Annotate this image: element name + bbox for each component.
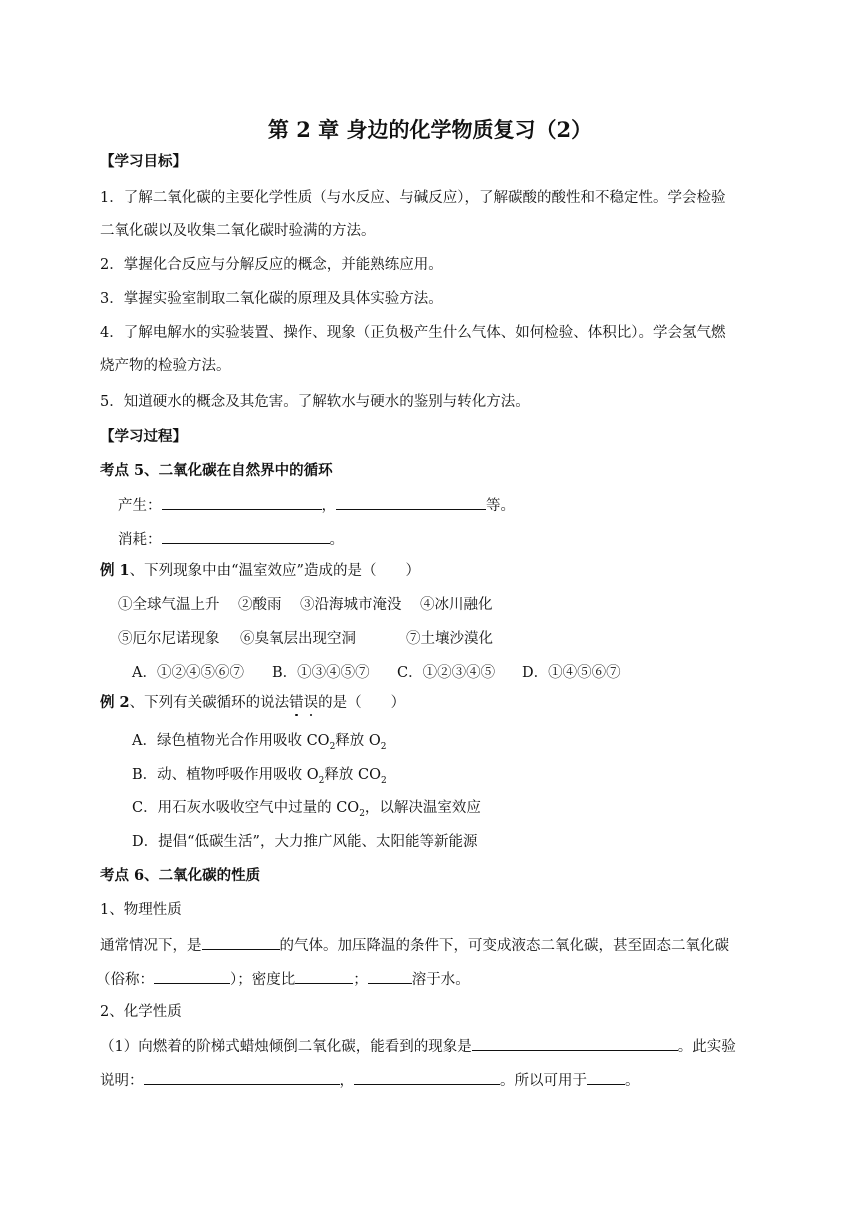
common-name-blank[interactable] xyxy=(154,968,230,984)
produce-blank-2[interactable] xyxy=(336,494,486,510)
objective-1-line-1: 1．了解二氧化碳的主要化学性质（与水反应、与碱反应），了解碳酸的酸性和不稳定性。学会检验 xyxy=(100,190,726,206)
kp5-consume-line: 消耗： 。 xyxy=(118,528,344,550)
objective-3: 3．掌握实验室制取二氧化碳的原理及具体实验方法。 xyxy=(100,291,443,307)
example-1-items-row-2: ⑤厄尔尼诺现象 ⑥臭氧层出现空洞 ⑦土壤沙漠化 xyxy=(118,631,493,647)
example-1-items-row-1: ①全球气温上升 ②酸雨 ③沿海城市淹没 ④冰川融化 xyxy=(118,597,493,613)
physical-properties-line-1: 通常情况下，是 的气体。加压降温的条件下，可变成液态二氧化碳，甚至固态二氧化碳 xyxy=(100,934,729,956)
process-header: 【学习过程】 xyxy=(100,428,187,445)
state-blank[interactable] xyxy=(202,934,280,950)
physical-properties-title: 1、物理性质 xyxy=(100,902,182,918)
conclusion-blank-1[interactable] xyxy=(144,1069,340,1085)
example-2-option-a[interactable]: A．绿色植物光合作用吸收 $CO_2$释放 $O_2$ xyxy=(132,733,387,752)
solubility-blank[interactable] xyxy=(368,968,412,984)
density-blank[interactable] xyxy=(295,968,353,984)
chemical-properties-line-2: 说明： ， 。所以可用于 。 xyxy=(100,1069,640,1091)
option-a[interactable]: A．①②④⑤⑥⑦ xyxy=(132,665,244,681)
chemical-properties-title: 2、化学性质 xyxy=(100,1004,182,1020)
option-d[interactable]: D．①④⑤⑥⑦ xyxy=(522,665,621,681)
kp5-produce-line: 产生： ， 等。 xyxy=(118,494,515,516)
kp6-heading: 考点 6、二氧化碳的性质 xyxy=(100,867,261,884)
kp5-heading: 考点 5、二氧化碳在自然界中的循环 xyxy=(100,462,333,479)
page-title: 第 2 章 身边的化学物质复习（2） xyxy=(267,117,593,142)
consume-blank[interactable] xyxy=(162,528,330,544)
option-b[interactable]: B．①③④⑤⑦ xyxy=(272,665,370,681)
example-1-options xyxy=(132,663,621,683)
usage-blank[interactable] xyxy=(587,1069,625,1085)
option-c[interactable]: C．①②③④⑤ xyxy=(397,665,496,681)
example-2-option-d[interactable]: D．提倡“低碳生活”，大力推广风能、太阳能等新能源 xyxy=(132,834,478,850)
example-1-stem: 例 1、下列现象中由“温室效应”造成的是（ ） xyxy=(100,562,420,579)
objective-5: 5．知道硬水的概念及其危害。了解软水与硬水的鉴别与转化方法。 xyxy=(100,394,530,410)
conclusion-blank-2[interactable] xyxy=(354,1069,500,1085)
objectives-header: 【学习目标】 xyxy=(100,153,187,170)
objective-4-line-2: 烧产物的检验方法。 xyxy=(100,358,231,374)
example-2-stem: 例 2、下列有关碳循环的说法错误的是（ ） xyxy=(100,694,406,711)
produce-blank-1[interactable] xyxy=(162,494,322,510)
physical-properties-line-2: （俗称： ）；密度比 ； 溶于水。 xyxy=(96,968,470,990)
phenomenon-blank[interactable] xyxy=(472,1035,678,1051)
example-2-option-b[interactable]: B．动、植物呼吸作用吸收 $O_2$释放 $CO_2$ xyxy=(132,767,387,786)
objective-1-line-2: 二氧化碳以及收集二氧化碳时验满的方法。 xyxy=(100,223,376,239)
chemical-properties-line-1: （1）向燃着的阶梯式蜡烛倾倒二氧化碳，能看到的现象是 。此实验 xyxy=(100,1035,736,1057)
example-2-option-c[interactable]: C．用石灰水吸收空气中过量的 $CO_2$，以解决温室效应 xyxy=(132,800,481,819)
objective-4-line-1: 4．了解电解水的实验装置、操作、现象（正负极产生什么气体、如何检验、体积比）。学会氢气燃 xyxy=(100,325,726,341)
objective-2: 2．掌握化合反应与分解反应的概念，并能熟练应用。 xyxy=(100,257,443,273)
